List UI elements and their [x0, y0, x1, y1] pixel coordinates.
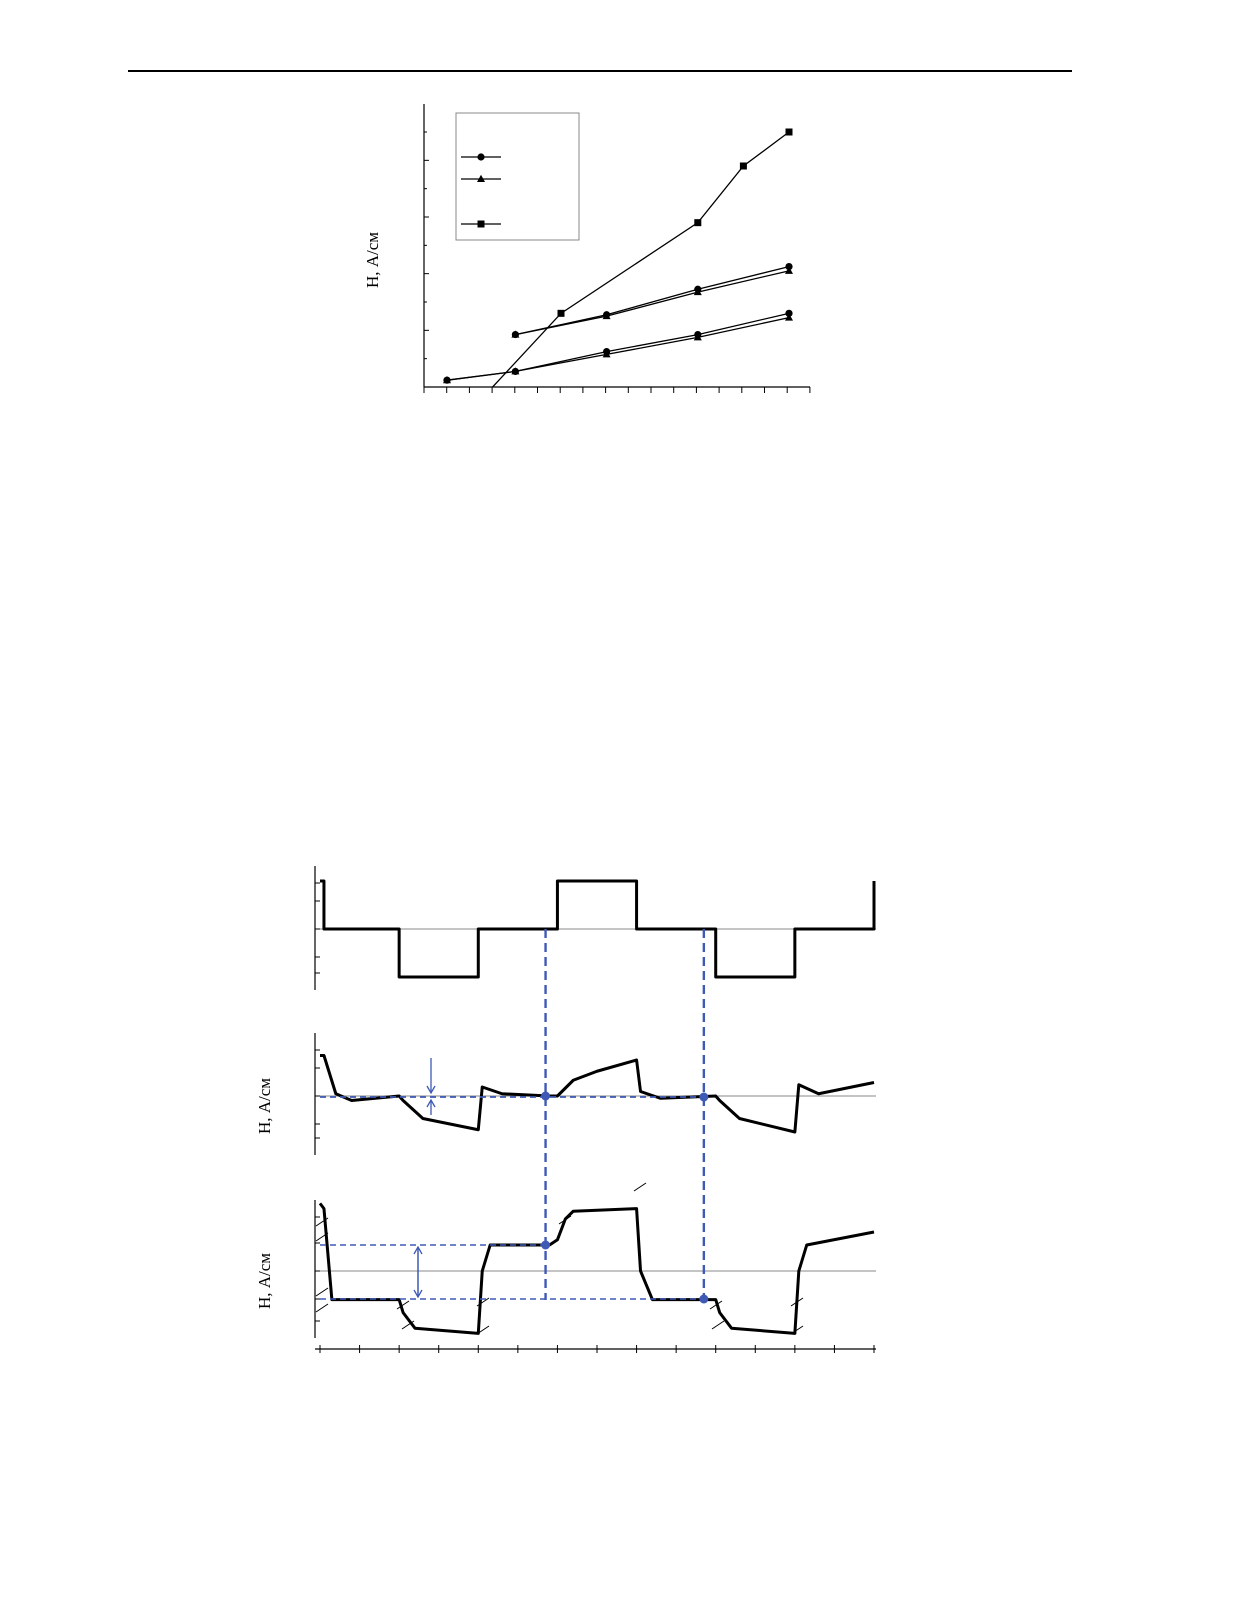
panel-3-y-label: H, А/см: [255, 1252, 274, 1310]
axis-break-mark: [791, 1326, 803, 1334]
axis-break-mark: [634, 1183, 646, 1191]
y-axis-label: H, А/см: [363, 231, 382, 289]
panel-2-signal: [320, 1056, 874, 1133]
guide-point-1: [541, 1092, 550, 1101]
panel-3-signal: [320, 1203, 874, 1333]
panel-2-y-label: H, А/см: [255, 1077, 274, 1135]
axis-break-mark: [712, 1321, 724, 1329]
guide-point-3: [541, 1241, 550, 1250]
axis-break-mark: [316, 1288, 328, 1296]
guide-point-4: [699, 1295, 708, 1304]
axis-break-mark: [316, 1304, 328, 1312]
guide-point-2: [699, 1093, 708, 1102]
